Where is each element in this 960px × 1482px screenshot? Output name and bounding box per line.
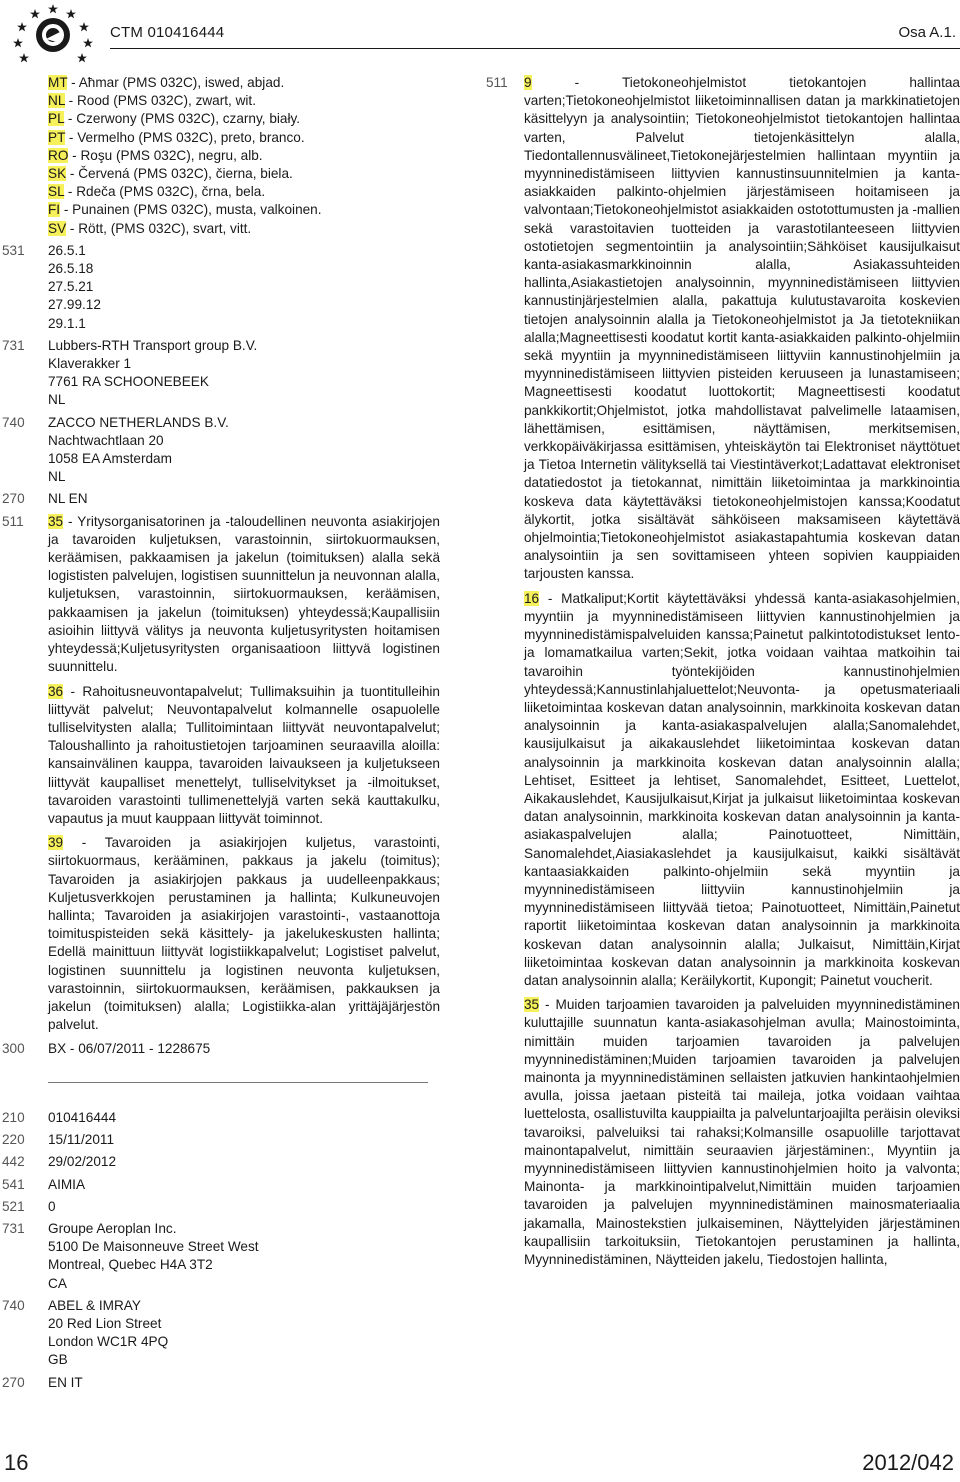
page-number: 16 xyxy=(4,1450,29,1475)
field-code: 740 xyxy=(2,1297,25,1313)
language-code: NL xyxy=(48,93,65,109)
class-description: - Tavaroiden ja asiakirjojen kuljetus, varastointi, siirtokuormaus, kerääminen, pakkaus ja jakelu (toimitus); Tavaroiden ja asiakirjojen pakkaus ja uudelleenpakkaus; Kuljetusverkkojen perustaminen ja hallinta; Kulkuneuvojen hallinta; Tavaroiden ja asiakirjojen varastointi-, vastaanottoja toimituspisteiden sekä käsittely- ja jakelukeskusten hallinta; Edellä mainittuun liittyvät logistiikkapalvelut; Logistiset palvelut, logistinen suunnittelu ja logistinen neuvonta kuljetuksen, varastoinnin, siirtokuormauksen, keräämisen, pakkauksen ja jakelun (toimituksen) alalla; Logistiikka-alan yrittäjäjärjestön palvelut. xyxy=(48,835,440,1033)
field-code: 300 xyxy=(2,1041,25,1057)
class-description: - Muiden tarjoamien tavaroiden ja palveluiden myynninedistäminen kuluttajille suunnatun kanta-asiakasohjelman avulla; Mainostoiminta, nimittäin muiden tarjoamien tavaroiden ja palvelujen myynninedistäminen;Muiden tarjoamien tavaroiden ja palvelujen mainonta ja myynninedistäminen sellaisten jatkuvien hankintaohjelmien avulla, joissa jaetaan pisteitä tai maileja, jotka voidaan vaihtaa luettelosta, osallistuvilta kauppiailta ja palveluntarjoajilta peräisin oleviksi tavaroiksi, palveluiksi tai rahaksi;Kolmansille osapuolille tarjottavat mainontapalvelut, nimittäin seuraavien järjestäminen:, Myyntiin ja myynninedistämiseen liittyvien kannustinohjelmien hoito ja valvonta; Mainonta- ja markkinointipalvelut,Nimittäin muiden tarjoamien tavaroiden ja palvelujen myynninedistäminen mainosmateriaalia jakamalla, Mainostekstien julkaiseminen, Näyttelyiden järjestäminen kaupallisiin tarkoituksiin, Tietokantojen perustaminen ja hallinta, Myynninedistäminen, Näytteiden jakelu, Tiedostojen hallinta, xyxy=(524,997,960,1267)
class-number: 39 xyxy=(48,835,64,851)
field-code: 511 xyxy=(2,513,24,529)
field-code: 511 xyxy=(486,75,508,90)
right-column xyxy=(484,74,960,1275)
field-740-representative xyxy=(0,1297,440,1370)
language-code: MT xyxy=(48,75,68,90)
left-column-entry-2 xyxy=(0,1109,440,1392)
nice-class-entry xyxy=(524,590,960,990)
languages: EN IT xyxy=(48,1374,83,1390)
field-731-applicant xyxy=(0,337,440,410)
address-line: Nachtwachtlaan 20 xyxy=(48,432,164,448)
field-442-publication-date xyxy=(0,1153,440,1171)
field-220-filing-date xyxy=(0,1131,440,1149)
country-code: CA xyxy=(48,1275,67,1291)
representative-name: ZACCO NETHERLANDS B.V. xyxy=(48,414,229,430)
field-code: 731 xyxy=(2,1221,25,1237)
applicant-name: Lubbers-RTH Transport group B.V. xyxy=(48,337,258,353)
field-210-number xyxy=(0,1109,440,1127)
representative-name: ABEL & IMRAY xyxy=(48,1297,141,1313)
class-description: - Rahoitusneuvontapalvelut; Tullimaksuihin ja tuontitulleihin liittyvät palvelut; Neuvontapalvelut kolmannelle osapuolelle tulliselvitysten alalla; Tullitoimintaan liittyvät neuvontapalvelut; Taloushallinto ja rahoitustietojen tarjoaminen seuraavilla aloilla: kansainvälinen kauppa, tavaroiden laivaukseen ja kuljetukseen liittyvät kaupalliset menettelyt, tulliselvitykset ja -ilmoitukset, tavaroiden varastointi tullimenettelyjä varten sekä kauttakulku, vapautus ja muut kauppaan liittyvät toiminnot. xyxy=(48,683,440,826)
entry-separator xyxy=(48,1082,428,1083)
header-rule xyxy=(110,48,960,49)
nice-class-entry xyxy=(48,834,440,1034)
color-entry: SL - Rdeča (PMS 032C), črna, bela. xyxy=(48,184,266,200)
field-code: 442 xyxy=(2,1154,25,1170)
class-number: 16 xyxy=(524,590,540,606)
filing-date: 15/11/2011 xyxy=(48,1132,115,1148)
field-code: 270 xyxy=(2,1374,25,1390)
languages: NL EN xyxy=(48,491,88,507)
issue-number: 2012/042 xyxy=(862,1450,954,1475)
country-code: GB xyxy=(48,1352,68,1368)
address-line: 5100 De Maisonneuve Street West xyxy=(48,1239,259,1255)
nice-class-entry xyxy=(524,74,960,584)
field-731-applicant xyxy=(0,1220,440,1293)
class-description: - Matkaliput;Kortit käytettäväksi yhdessä kanta-asiakasohjelmien, myyntiin ja myynninedistämiseen liittyvien kannustinohjelmien ja myynninedistämispalveluiden kanssa;Painetut palkintotodistukset lento- ja lomamatkailua varten;Sekit, jotka voidaan vaihtaa matkoihin tai tavaroihin työntekijöiden kannustinohjelmien yhteydessä;Kannustinlahjaluettelot;Neuvonta- ja opetusmateriaali liiketoimintaa koskevan datan analysoinnin, markkinoita koskevan datan analysoinnin ja kanta-asiakaspalvelujen alalla;Sanomalehdet, kausijulkaisut ja aikakauslehdet liiketoimintaa koskevan datan analysoinnin ja markkinoita koskevan datan analysoinnin alalla; Lehtiset, Esitteet ja lehtiset, Sanomalehdet, Esitteet, Luettelot, Aikakauslehdet, Kausijulkaisut,Kirjat ja julkaisut liiketoimintaa koskevan datan analysoinnin, markkinoita koskevan datan analysoinnin ja kanta-asiakaspalvelujen alalla; Painotuotteet, Nimittäin, Sanomalehdet,Aiasiakaslehdet ja kausijulkaisut, kaikki sisältävät kantaasiakkaiden palkinto-ohjelmiin sekä myyntiin ja myynninedistämiseen liittyviin kannustinohjelmiin ja myynninedistämiseen liittyvää tietoa; Painotuotteet, Nimittäin,Painetut raportit liiketoimintaa koskevan datan analysoinnin ja markkinoita koskevan datan analysoinnin alalla; Julkaisut, Nimittäin,Kirjat liiketoimintaa koskevan datan analysoinnin ja markkinoita koskevan datan analysoinnin alalla; Keräilykortit, Kupongit; Painetut voucherit. xyxy=(524,590,960,988)
class-number: 9 xyxy=(524,75,532,90)
class-number: 35 xyxy=(524,997,540,1013)
field-521 xyxy=(0,1198,440,1216)
language-code: SK xyxy=(48,166,67,182)
color-description xyxy=(0,74,440,238)
language-code: FI xyxy=(48,202,61,218)
field-code: 220 xyxy=(2,1132,25,1148)
priority-claim: BX - 06/07/2011 - 1228675 xyxy=(48,1041,211,1057)
field-531-vienna-codes xyxy=(0,242,440,333)
field-511-goods-services xyxy=(484,74,960,1275)
color-entry: FI - Punainen (PMS 032C), musta, valkoinen. xyxy=(48,202,322,218)
language-code: RO xyxy=(48,147,69,163)
nice-class-entry xyxy=(48,513,440,677)
vienna-code: 29.1.1 xyxy=(48,315,86,331)
category-label: Osa A.1. xyxy=(898,24,956,41)
field-code: 740 xyxy=(2,414,25,430)
publication-date: 29/02/2012 xyxy=(48,1154,117,1170)
applicant-name: Groupe Aeroplan Inc. xyxy=(48,1221,177,1237)
language-code: SV xyxy=(48,220,67,236)
color-entry: SK - Červená (PMS 032C), čierna, biela. xyxy=(48,166,293,182)
color-entry: PL - Czerwony (PMS 032C), czarny, biały. xyxy=(48,111,301,127)
field-270-languages xyxy=(0,490,440,508)
color-entry: SV - Rött, (PMS 032C), svart, vitt. xyxy=(48,220,252,236)
address-line: 7761 RA SCHOONEBEEK xyxy=(48,374,209,390)
euipo-logo xyxy=(4,2,102,64)
language-code: PL xyxy=(48,111,65,127)
language-code: PT xyxy=(48,129,66,145)
class-number: 36 xyxy=(48,683,64,699)
address-line: Klaverakker 1 xyxy=(48,356,132,372)
nice-class-entry xyxy=(48,683,440,829)
address-line: 20 Red Lion Street xyxy=(48,1316,162,1332)
left-column xyxy=(0,74,440,1059)
nice-class-entry xyxy=(524,996,960,1269)
class-description: - Tietokoneohjelmistot tietokantojen hallintaa varten;Tietokoneohjelmistot liiketoiminnallisen datan ja markkinatietojen käsittelyyn ja analysointiin; Tietokoneohjelmistot tietokantojen hallintaa varten, Palvelut tietojenkäsittelyn alalla, Tiedontallennusvälineet,Tietokonejärjestelmien hallintaan myyntiin ja myynninedistämiseen liittyvien kannustinsuunnitelmien ja kanta-asiakkaiden palkinto-ohjelmien järjestämiseen hoitamiseen ja valvontaan;Tietokoneohjelmistot asiakkaiden ostotottumusten ja -mallien sekä varastoitavien tuotteiden ja varastotilanteeseen liittyvien ostotietojen segmentointiin ja analysointiin;Sähköiset kausijulkaisut kanta-asiakasmarkkinoinnin alalla, Asiakassuhteiden hallinta,Asiakastietojen analysoinnin, myynninedistämiseen liittyvien kannustinjärjestelmien alalla, pakattuja kulutustavaroita koskevien tietojen analysoinnin alalla ja Tietokoneohjelmistot ja Ja tietotekniikan alalla;Magneettisesti koodatut kortit kanta-asiakkaiden palkinto-ohjelmiin sekä myyntiin ja myynninedistämiseen liittyviin kannustinohjelmiin ja myynninedistämiseen liittyvien pisteiden keruuseen ja lunastamiseen; Magneettisesti koodatut luottokortit; Magneettisesti koodatut pankkikortit;Ohjelmistot, jotka mahdollistavat palvelimelle lataamisen, lähettämisen, esittämisen, näyttämisen, merkitsemisen, verkkopäiväkirjassa esittämisen, yhteiskäytön tai Elektroniset näyttötuet ja Tietoa Internetin välityksellä tai Viestintäverkot;Ladattavat elektroniset datatiedostot ja tietokannat, nimittäin liiketoimintaa ja markkinointia koskeva data käytettäväksi tietokoneohjelmistojen kanssa;Koodatut älykortit, jotka sisältävät sähköiseen maksamiseen käytettävä ohjelmointia;Tietokoneohjelmistot asiakastapahtumia koskevan datan analysointiin ja sen sovittamiseen yhteen sopivien kauppiaiden tarjousten kanssa. xyxy=(524,75,960,582)
address-line: 1058 EA Amsterdam xyxy=(48,451,172,467)
field-300-priority xyxy=(0,1040,440,1058)
application-number: 010416444 xyxy=(48,1110,117,1125)
field-code: 541 xyxy=(2,1176,25,1192)
field-code: 731 xyxy=(2,337,25,353)
field-270-languages xyxy=(0,1374,440,1392)
color-entry: NL - Rood (PMS 032C), zwart, wit. xyxy=(48,93,256,109)
address-line: Montreal, Quebec H4A 3T2 xyxy=(48,1257,213,1273)
field-code: 531 xyxy=(2,242,25,258)
language-code: SL xyxy=(48,184,65,200)
publication-id: CTM 010416444 xyxy=(110,24,225,41)
vienna-code: 26.5.18 xyxy=(48,261,94,277)
class-number: 35 xyxy=(48,513,64,529)
word-mark: AIMIA xyxy=(48,1176,86,1192)
field-code: 270 xyxy=(2,491,25,507)
address-line: London WC1R 4PQ xyxy=(48,1334,169,1350)
country-code: NL xyxy=(48,469,66,485)
color-entry: MT - Aħmar (PMS 032C), iswed, abjad. xyxy=(48,75,285,90)
color-entry: RO - Roşu (PMS 032C), negru, alb. xyxy=(48,147,263,163)
vienna-code: 27.5.21 xyxy=(48,279,94,295)
class-description: - Yritysorganisatorinen ja -taloudellinen neuvonta asiakirjojen ja tavaroiden kuljetuksen, varastoinnin, siirtokuormauksen, keräämisen, pakkaamisen ja jakelun (toimituksen) alalla sekä logististen palvelujen, logistisen suunnittelun ja neuvonnan alalla, kuljetuksen, varastoinnin, siirtokuormauksen, keräämisen, pakkaamisen ja jakelun (toimituksen) yhteydessä;Kaupallisiin asioihin liittyvä välitys ja neuvonta kuljetusyritysten hoitamisen yhteydessä;Kuljetusyritysten organisaatioon liittyvä logistinen suunnittelu. xyxy=(48,513,440,675)
field-541-mark xyxy=(0,1176,440,1194)
country-code: NL xyxy=(48,392,66,408)
vienna-code: 26.5.1 xyxy=(48,242,86,258)
field-code: 210 xyxy=(2,1110,25,1125)
field-value: 0 xyxy=(48,1198,56,1214)
field-740-representative xyxy=(0,414,440,487)
color-entry: PT - Vermelho (PMS 032C), preto, branco. xyxy=(48,129,305,145)
vienna-code: 27.99.12 xyxy=(48,297,101,313)
field-511-goods-services xyxy=(0,513,440,1041)
field-code: 521 xyxy=(2,1198,25,1214)
